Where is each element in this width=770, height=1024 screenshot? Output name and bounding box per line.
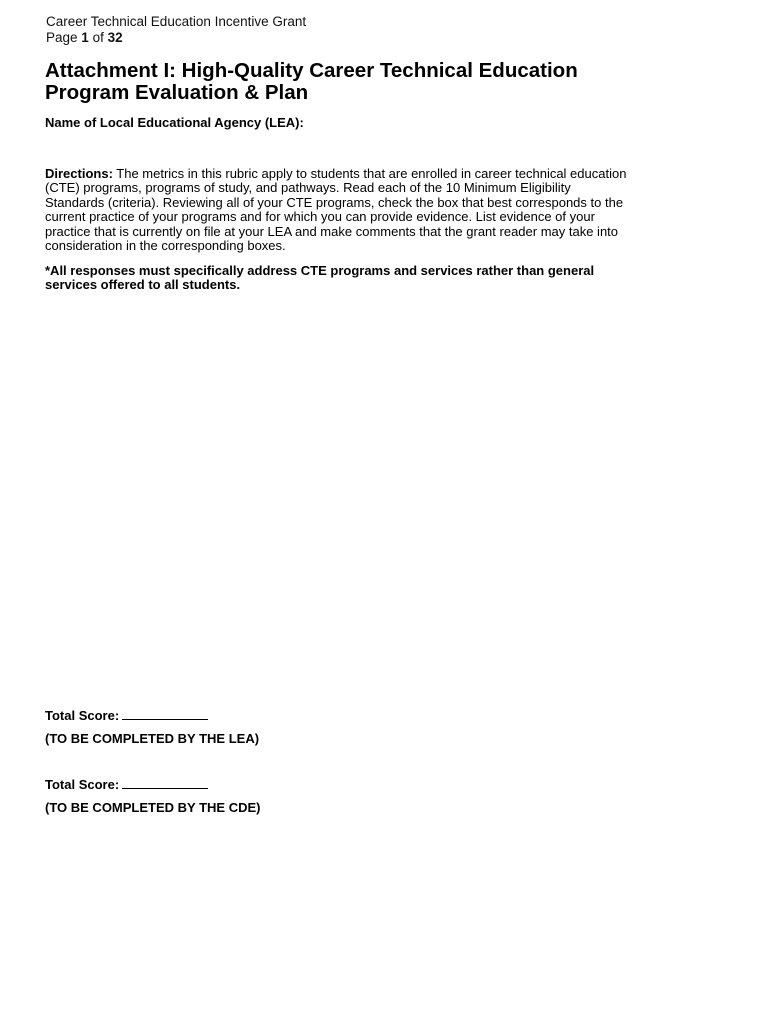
program-name: Career Technical Education Incentive Grant — [46, 14, 307, 29]
lea-total-score-label: Total Score: — [45, 708, 120, 723]
directions-text-1: The metrics in this rubric apply to students that are enrolled in career technical education — [112, 166, 627, 181]
directions-paragraph — [45, 167, 735, 253]
page-of: of — [92, 30, 104, 45]
directions-line-3: Standards (criteria). Reviewing all of your CTE programs, check the box that best corresponds to the — [45, 194, 624, 210]
title-line-1: Attachment I: High-Quality Career Technical Education — [45, 59, 578, 82]
responses-notice — [45, 264, 735, 293]
page-current: 1 — [81, 30, 89, 45]
lea-score-blank — [122, 708, 208, 720]
page-word: Page — [46, 30, 78, 45]
lea-completion-note: (TO BE COMPLETED BY THE LEA) — [45, 731, 260, 746]
directions-line-2: (CTE) programs, programs of study, and pathways. Read each of the 10 Minimum Eligibility — [45, 180, 571, 196]
cde-score-block — [45, 777, 260, 815]
notice-line-1: *All responses must specifically address CTE programs and services rather than general — [45, 263, 595, 278]
title-line-2: Program Evaluation & Plan — [45, 81, 309, 104]
page-total: 32 — [107, 30, 123, 45]
directions-line-5: practice that is currently on file at your LEA and make comments that the grant reader may take into — [45, 223, 619, 239]
cde-total-score — [45, 777, 260, 792]
notice-line-2: services offered to all students. — [45, 277, 241, 293]
cde-score-blank — [122, 777, 208, 789]
page-indicator — [46, 30, 306, 46]
directions-label: Directions: — [45, 166, 113, 181]
directions-line-1 — [45, 167, 735, 181]
page-title — [45, 60, 725, 104]
lea-score-block — [45, 708, 259, 746]
directions-line-6: consideration in the corresponding boxes. — [45, 238, 286, 254]
lea-total-score — [45, 708, 259, 723]
running-header — [46, 14, 306, 46]
lea-name-label: Name of Local Educational Agency (LEA): — [45, 115, 304, 130]
cde-completion-note: (TO BE COMPLETED BY THE CDE) — [45, 800, 261, 815]
cde-total-score-label: Total Score: — [45, 777, 120, 792]
directions-line-4: current practice of your programs and for which you can provide evidence. List evidence of your — [45, 209, 595, 225]
